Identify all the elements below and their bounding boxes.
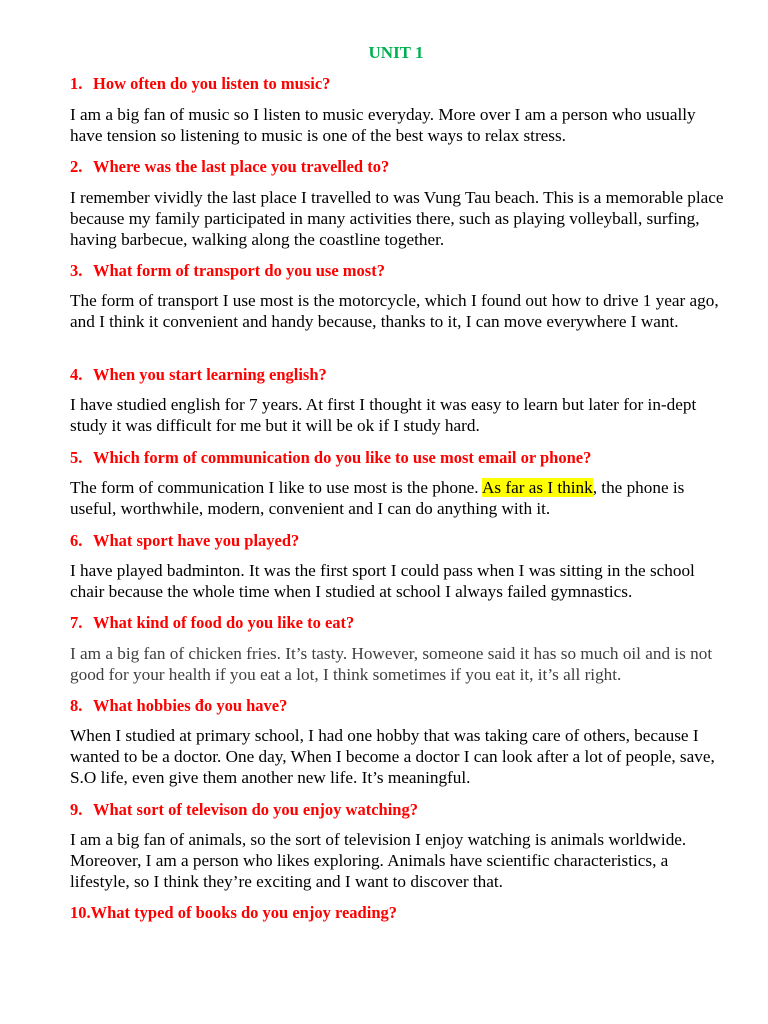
question-number: 6. bbox=[70, 531, 83, 550]
answer-4: I have studied english for 7 years. At first I thought it was easy to learn but later for in-dept study it was difficult for me but it will be ok if I study hard. bbox=[70, 395, 697, 435]
answer-9: I am a big fan of animals, so the sort of television I enjoy watching is animals worldwide. Moreover, I am a person who likes exploring. Animals have scientific characteristics, a lifestyle, so I think they’re exciting and I want to discover that. bbox=[70, 830, 687, 891]
question-2 bbox=[70, 157, 722, 177]
question-text: What hobbies đo you have? bbox=[93, 696, 288, 715]
question-text: What sport have you played? bbox=[93, 531, 300, 550]
question-number: 2. bbox=[70, 157, 83, 176]
question-3 bbox=[70, 261, 722, 281]
question-number: 9. bbox=[70, 800, 83, 819]
question-number: 5. bbox=[70, 448, 83, 467]
question-8 bbox=[70, 696, 722, 716]
question-number: 10. bbox=[70, 903, 91, 922]
question-number: 7. bbox=[70, 613, 83, 632]
question-text: When you start learning english? bbox=[93, 365, 327, 384]
answer-text: , the phone is useful, worthwhile, modern, convenient and I can do anything with it. bbox=[70, 478, 685, 518]
question-number: 8. bbox=[70, 696, 83, 715]
question-10 bbox=[70, 903, 722, 923]
question-number: 4. bbox=[70, 365, 83, 384]
question-9 bbox=[70, 800, 722, 820]
question-text: What kind of food do you like to eat? bbox=[93, 613, 355, 632]
answer-5 bbox=[70, 478, 725, 520]
answer-text: The form of communication I like to use most is the phone. bbox=[70, 478, 482, 497]
question-text: What sort of televison do you enjoy watching? bbox=[93, 800, 418, 819]
question-1 bbox=[70, 74, 722, 94]
unit-title: UNIT 1 bbox=[368, 43, 424, 62]
question-number: 1. bbox=[70, 74, 83, 93]
answer-8: When I studied at primary school, I had one hobby that was taking care of others, because I wanted to be a doctor. One day, When I become a doctor I can look after a lot of people, save, S.O life, even give them another new life. It’s meaningful. bbox=[70, 726, 715, 787]
question-text: Where was the last place you travelled to? bbox=[93, 157, 390, 176]
answer-2: I remember vividly the last place I travelled to was Vung Tau beach. This is a memorable place because my family participated in many activities there, such as playing volleyball, surfing, having barbecue, walking along the coastline together. bbox=[70, 188, 724, 249]
question-4 bbox=[70, 365, 722, 385]
question-text: What typed of books do you enjoy reading? bbox=[90, 903, 397, 922]
question-text: How often do you listen to music? bbox=[93, 74, 331, 93]
answer-1: I am a big fan of music so I listen to music everyday. More over I am a person who usually have tension so listening to music is one of the best ways to relax stress. bbox=[70, 105, 696, 145]
question-6 bbox=[70, 531, 722, 551]
question-7 bbox=[70, 613, 722, 633]
question-text: Which form of communication do you like to use most email or phone? bbox=[93, 448, 592, 467]
question-text: What form of transport do you use most? bbox=[93, 261, 385, 280]
answer-7: I am a big fan of chicken fries. It’s tasty. However, someone said it has so much oil and is not good for your health if you eat a lot, I think sometimes if you eat it, it’s all right. bbox=[70, 644, 713, 684]
highlighted-phrase: As far as I think bbox=[481, 478, 593, 497]
question-5 bbox=[70, 448, 722, 468]
answer-3: The form of transport I use most is the motorcycle, which I found out how to drive 1 year ago, and I think it convenient and handy because, thanks to it, I can move everywhere I want. bbox=[70, 291, 719, 331]
answer-6: I have played badminton. It was the first sport I could pass when I was sitting in the school chair because the whole time when I studied at school I always failed gymnastics. bbox=[70, 561, 695, 601]
question-number: 3. bbox=[70, 261, 83, 280]
